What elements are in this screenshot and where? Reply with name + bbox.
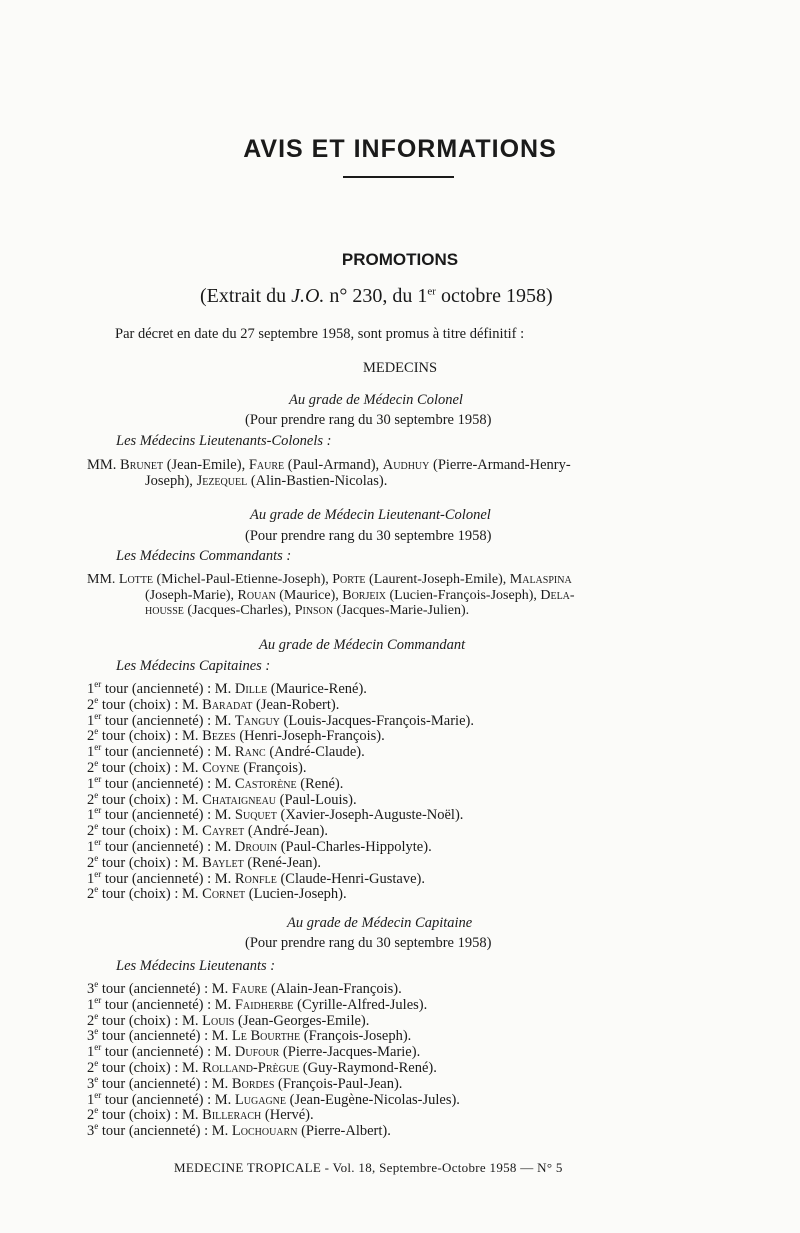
grade-heading: Au grade de Médecin Colonel bbox=[289, 392, 463, 408]
extract-reference: (Extrait du J.O. n° 230, du 1er octobre 1958) bbox=[200, 285, 553, 307]
grade-heading: Au grade de Médecin Lieutenant-Colonel bbox=[250, 507, 491, 523]
grade-heading: Au grade de Médecin Commandant bbox=[259, 637, 466, 653]
page-title: AVIS ET INFORMATIONS bbox=[243, 135, 557, 163]
promotion-entry: 2e tour (choix) : M. Cornet (Lucien-Joseph). bbox=[87, 884, 347, 903]
names-line: (Joseph-Marie), Rouan (Maurice), Borjeix (Lucien-François-Joseph), Dela- bbox=[145, 588, 575, 603]
rank-date: (Pour prendre rang du 30 septembre 1958) bbox=[245, 528, 492, 544]
promotion-entry: 2e tour (choix) : M. Louis (Jean-Georges-Emile). bbox=[87, 1010, 370, 1029]
group-label: Les Médecins Lieutenants-Colonels : bbox=[116, 433, 332, 449]
grade-heading: Au grade de Médecin Capitaine bbox=[287, 915, 473, 931]
promotion-entry: 1er tour (ancienneté) : M. Ronfle (Claude-Henri-Gustave). bbox=[87, 868, 425, 887]
promotion-entry: 1er tour (ancienneté) : M. Tanguy (Louis-Jacques-François-Marie). bbox=[87, 710, 474, 729]
promotion-entry: 1er tour (ancienneté) : M. Castorène (René). bbox=[87, 773, 344, 792]
promotion-entry: 1er tour (ancienneté) : M. Ranc (André-Claude). bbox=[87, 742, 365, 761]
names-line: MM. Brunet (Jean-Emile), Faure (Paul-Armand), Audhuy (Pierre-Armand-Henry- bbox=[87, 457, 571, 473]
promotion-entry: 2e tour (choix) : M. Baradat (Jean-Robert). bbox=[87, 694, 340, 713]
rank-date: (Pour prendre rang du 30 septembre 1958) bbox=[245, 412, 492, 428]
group-label: Les Médecins Capitaines : bbox=[116, 658, 271, 674]
promotion-entry: 1er tour (ancienneté) : M. Dille (Maurice-René). bbox=[87, 679, 367, 697]
promotion-entry: 1er tour (ancienneté) : M. Dufour (Pierre-Jacques-Marie). bbox=[87, 1042, 421, 1061]
promotion-entry: 2e tour (choix) : M. Rolland-Prègue (Guy-Raymond-René). bbox=[87, 1058, 437, 1076]
promotion-entry: 2e tour (choix) : M. Billerach (Hervé). bbox=[87, 1105, 314, 1124]
names-line: MM. Lotte (Michel-Paul-Etienne-Joseph), Porte (Laurent-Joseph-Emile), Malaspina bbox=[87, 572, 572, 587]
promotion-entry: 2e tour (choix) : M. Coyne (François). bbox=[87, 758, 307, 776]
category-heading: MEDECINS bbox=[362, 360, 438, 376]
promotion-entry: 1er tour (ancienneté) : M. Faidherbe (Cyrille-Alfred-Jules). bbox=[87, 994, 428, 1013]
names-line: housse (Jacques-Charles), Pinson (Jacques-Marie-Julien). bbox=[145, 603, 470, 618]
promotion-entry: 3e tour (ancienneté) : M. Faure (Alain-Jean-François). bbox=[87, 979, 402, 997]
names-line: Joseph), Jezequel (Alin-Bastien-Nicolas). bbox=[145, 473, 388, 489]
page-footer: MEDECINE TROPICALE - Vol. 18, Septembre-Octobre 1958 — N° 5 bbox=[174, 1160, 563, 1175]
promotion-entry: 2e tour (choix) : M. Cayret (André-Jean). bbox=[87, 821, 328, 840]
section-title: PROMOTIONS bbox=[341, 250, 459, 269]
promotion-entry: 1er tour (ancienneté) : M. Drouin (Paul-Charles-Hippolyte). bbox=[87, 837, 432, 855]
decree-intro: Par décret en date du 27 septembre 1958, sont promus à titre définitif : bbox=[115, 326, 525, 342]
promotion-entry: 1er tour (ancienneté) : M. Lugagne (Jean-Eugène-Nicolas-Jules). bbox=[87, 1089, 460, 1108]
group-label: Les Médecins Lieutenants : bbox=[116, 958, 276, 974]
title-divider bbox=[343, 176, 454, 178]
promotion-entry: 1er tour (ancienneté) : M. Suquet (Xavier-Joseph-Auguste-Noël). bbox=[87, 805, 464, 824]
group-label: Les Médecins Commandants : bbox=[116, 548, 292, 564]
promotion-entry: 2e tour (choix) : M. Baylet (René-Jean). bbox=[87, 852, 321, 871]
rank-date: (Pour prendre rang du 30 septembre 1958) bbox=[245, 935, 492, 951]
promotion-entry: 3e tour (ancienneté) : M. Lochouarn (Pierre-Albert). bbox=[87, 1121, 391, 1140]
promotion-entry: 3e tour (ancienneté) : M. Le Bourthe (François-Joseph). bbox=[87, 1026, 412, 1045]
promotion-entry: 2e tour (choix) : M. Bezes (Henri-Joseph-François). bbox=[87, 726, 385, 745]
promotion-entry: 3e tour (ancienneté) : M. Bordes (François-Paul-Jean). bbox=[87, 1073, 403, 1092]
promotion-entry: 2e tour (choix) : M. Chataigneau (Paul-Louis). bbox=[87, 789, 357, 808]
